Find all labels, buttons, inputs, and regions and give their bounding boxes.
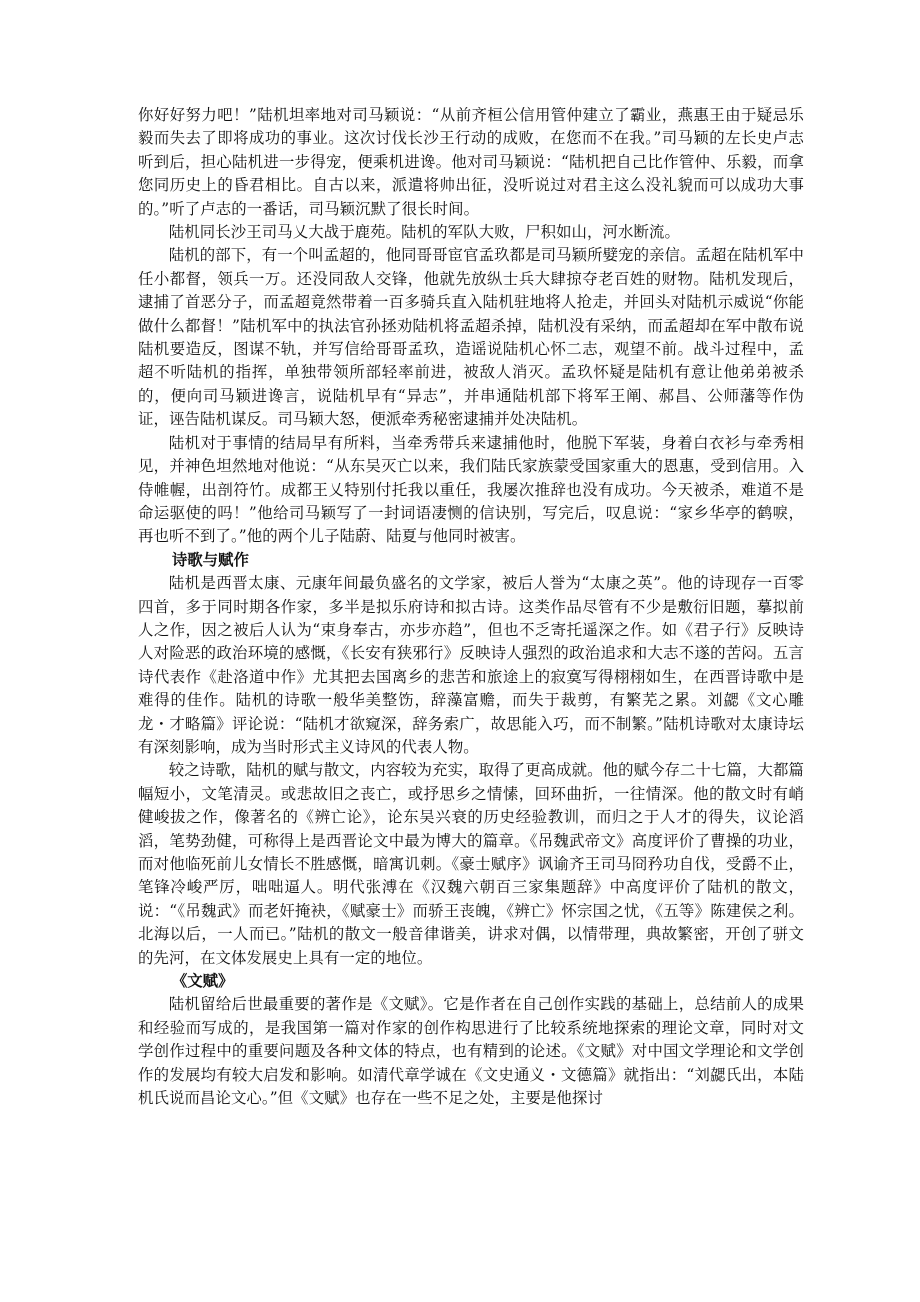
- paragraph-7: 陆机留给后世最重要的著作是《文赋》。它是作者在自己创作实践的基础上，总结前人的成果和经验而写成的，是我国第一篇对作家的创作构思进行了比较系统地探索的理论文章，同时对文学创作过程中的重要问题及各种文体的特点，也有精到的论述。《文赋》对中国文学理论和文学创作的发展均有较大启发和影响。如清代章学诚在《文史通义・文德篇》就指出：“刘勰氏出，本陆机氏说而昌论文心。”但《文赋》也存在一些不足之处，主要是他探讨: [138, 995, 804, 1108]
- section-heading-wenfu: 《文赋》: [171, 972, 234, 991]
- paragraph-6: 较之诗歌，陆机的赋与散文，内容较为充实，取得了更高成就。他的赋今存二十七篇，大都篇幅短小，文笔清灵。或悲故旧之丧亡，或抒思乡之情愫，回环曲折，一往情深。他的散文时有峭健峻拔之作，像著名的《辨亡论》，论东吴兴衰的历史经验教训，而归之于人才的得失，议论滔滔，笔势劲健，可称得上是西晋论文中最为博大的篇章。《吊魏武帝文》高度评价了曹操的功业，而对他临死前儿女情长不胜感慨，暗寓讥刺。《豪士赋序》讽谕齐王司马冏矜功自伐，受爵不止，笔锋冷峻严厉，咄咄逼人。明代张溥在《汉魏六朝百三家集题辞》中高度评价了陆机的散文，说：“《吊魏武》而老奸掩袂，《赋豪士》而骄王丧魄，《辨亡》怀宗国之忧，《五等》陈建侯之利。北海以后，一人而已。”陆机的散文一般音律谐美，讲求对偶，以情带理，典故繁密，开创了骈文的先河，在文体发展史上具有一定的地位。: [138, 761, 804, 967]
- paragraph-3: 陆机的部下，有一个叫孟超的，他同哥哥宦官孟玖都是司马颖所嬖宠的亲信。孟超在陆机军中任小都督，领兵一万。还没同敌人交锋，他就先放纵士兵大肆掠夺老百姓的财物。陆机发现后，逮捕了首恶分子，而孟超竟然带着一百多骑兵直入陆机驻地将人抢走，并回头对陆机示威说“你能做什么都督！”陆机军中的执法官孙拯劝陆机将孟超杀掉，陆机没有采纳，而孟超却在军中散布说陆机要造反，图谋不轨，并写信给哥哥孟玖，造谣说陆机心怀二志，观望不前。战斗过程中，孟超不听陆机的指挥，单独带领所部轻率前进，被敌人消灭。孟玖怀疑是陆机有意让他弟弟被杀的，便向司马颖进谗言，说陆机早有“异志”，并串通陆机部下将军王阐、郝昌、公师藩等作伪证，诬告陆机谋反。司马颖大怒，便派牵秀秘密逮捕并处决陆机。: [138, 246, 804, 429]
- paragraph-2: 陆机同长沙王司马乂大战于鹿苑。陆机的军队大败，尸积如山，河水断流。: [168, 223, 680, 242]
- section-heading-poetry: 诗歌与赋作: [171, 550, 249, 569]
- paragraph-1: 你好好努力吧！”陆机坦率地对司马颖说：“从前齐桓公信用管仲建立了霸业，燕惠王由于疑忌乐毅而失去了即将成功的事业。这次讨伐长沙王行动的成败，在您而不在我。”司马颖的左长史卢志听到后，担心陆机进一步得宠，便乘机进谗。他对司马颖说：“陆机把自己比作管仲、乐毅，而拿您同历史上的昏君相比。自古以来，派遣将帅出征，没听说过对君主这么没礼貌而可以成功大事的。”听了卢志的一番话，司马颖沉默了很长时间。: [138, 106, 804, 218]
- paragraph-5: 陆机是西晋太康、元康年间最负盛名的文学家，被后人誉为“太康之英”。他的诗现存一百零四首，多于同时期各作家，多半是拟乐府诗和拟古诗。这类作品尽管有不少是敷衍旧题，摹拟前人之作，因之被后人认为“束身奉古，亦步亦趋”，但也不乏寄托遥深之作。如《君子行》反映诗人对险恶的政治环境的感慨，《长安有狭邪行》反映诗人强烈的政治追求和大志不遂的苦闷。五言诗代表作《赴洛道中作》尤其把去国离乡的悲苦和旅途上的寂寞写得栩栩如生，在西晋诗歌中是难得的佳作。陆机的诗歌一般华美整饬，辞藻富赡，而失于裁剪，有繁芜之累。刘勰《文心雕龙・才略篇》评论说：“陆机才欲窥深，辞务索广，故思能入巧，而不制繁。”陆机诗歌对太康诗坛有深刻影响，成为当时形式主义诗风的代表人物。: [138, 574, 804, 756]
- paragraph-4: 陆机对于事情的结局早有所料，当牵秀带兵来逮捕他时，他脱下军装，身着白衣衫与牵秀相见，并神色坦然地对他说：“从东吴灭亡以来，我们陆氏家族蒙受国家重大的恩惠，受到信用。入侍帷幄，出剖符竹。成都王乂特别付托我以重任，我屡次推辞也没有成功。今天被杀，难道不是命运驱使的吗！”他给司马颖写了一封词语凄恻的信诀别，写完后，叹息说：“家乡华亭的鹤唳，再也听不到了。”他的两个儿子陆蔚、陆夏与他同时被害。: [138, 433, 804, 546]
